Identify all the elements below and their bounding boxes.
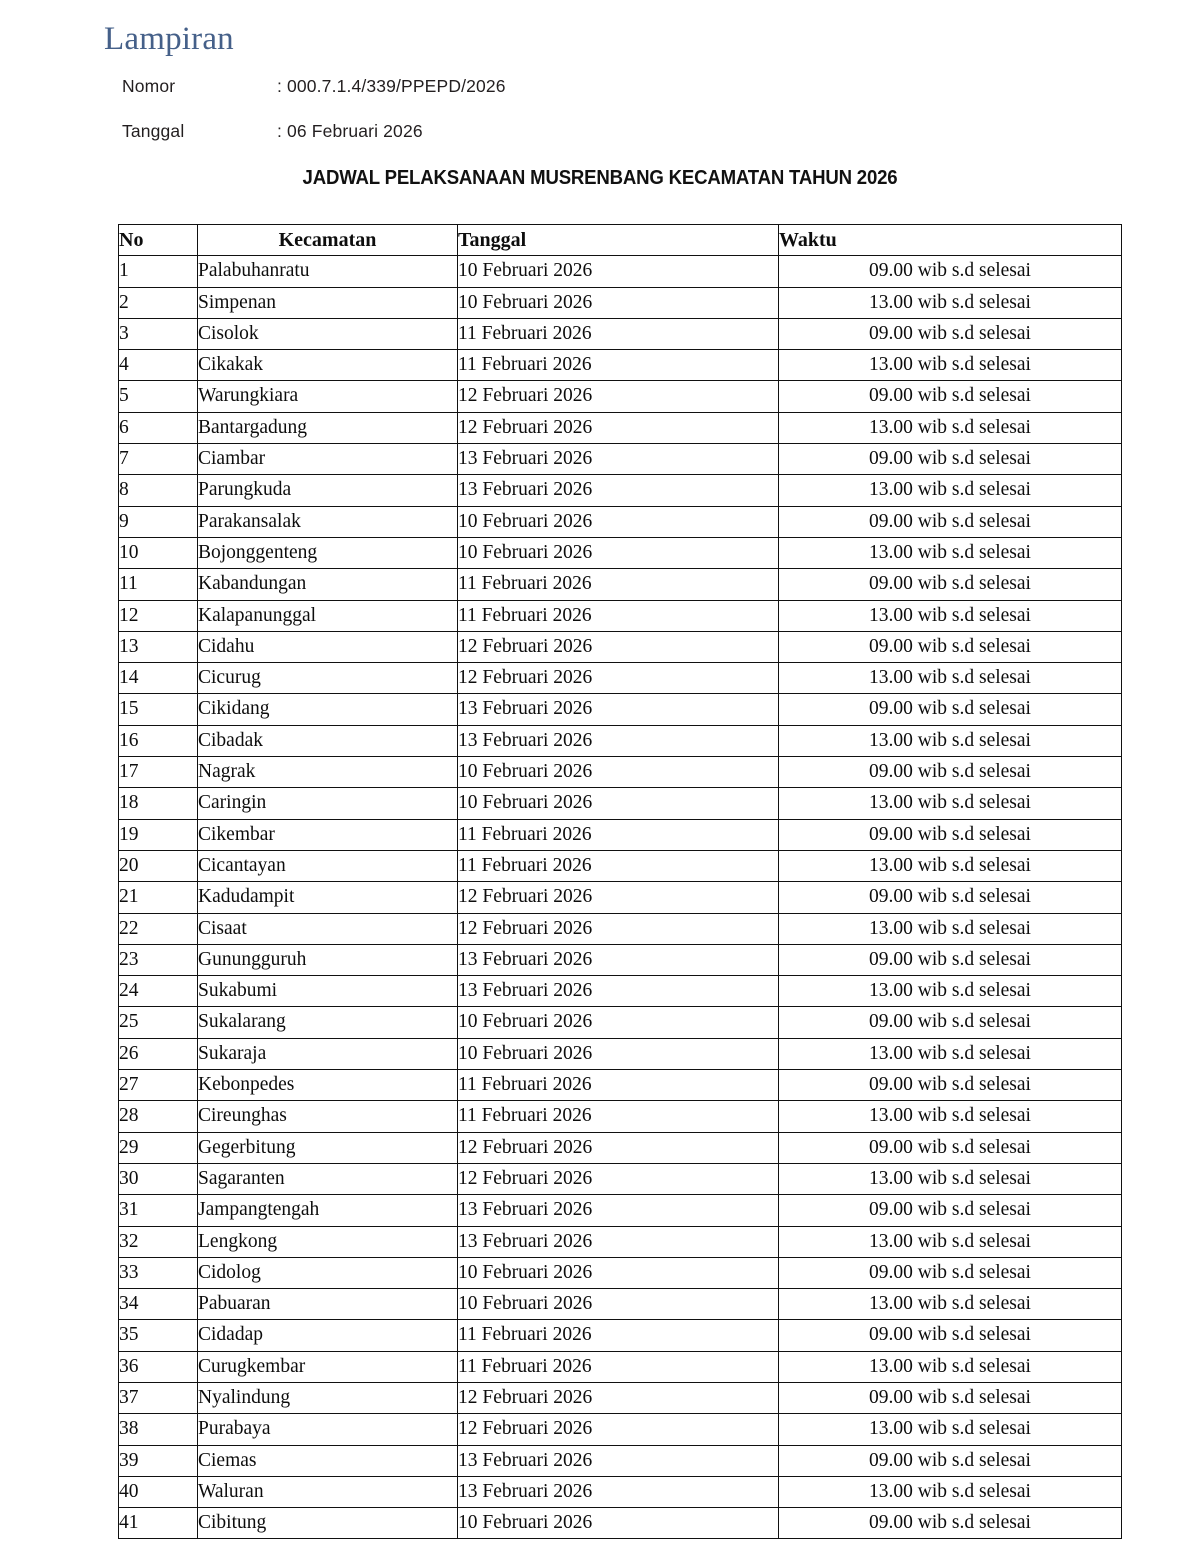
cell-kecamatan: Parungkuda <box>198 475 458 506</box>
cell-waktu: 13.00 wib s.d selesai <box>779 788 1122 819</box>
cell-waktu: 09.00 wib s.d selesai <box>779 819 1122 850</box>
cell-kecamatan: Cicurug <box>198 663 458 694</box>
table-row <box>119 1476 1122 1507</box>
table-row <box>119 663 1122 694</box>
column-header-waktu: Waktu <box>779 225 1122 256</box>
table-row <box>119 1508 1122 1539</box>
cell-no: 29 <box>119 1132 198 1163</box>
cell-waktu: 13.00 wib s.d selesai <box>779 1101 1122 1132</box>
cell-kecamatan: Cikidang <box>198 694 458 725</box>
cell-kecamatan: Cikembar <box>198 819 458 850</box>
cell-waktu: 13.00 wib s.d selesai <box>779 725 1122 756</box>
table-row <box>119 757 1122 788</box>
table-row <box>119 256 1122 287</box>
cell-kecamatan: Nagrak <box>198 757 458 788</box>
table-row <box>119 537 1122 568</box>
cell-kecamatan: Gegerbitung <box>198 1132 458 1163</box>
cell-waktu: 13.00 wib s.d selesai <box>779 600 1122 631</box>
cell-tanggal: 11 Februari 2026 <box>458 569 779 600</box>
cell-kecamatan: Purabaya <box>198 1414 458 1445</box>
table-row <box>119 1070 1122 1101</box>
page-title: JADWAL PELAKSANAAN MUSRENBANG KECAMATAN TAHUN 2026 <box>302 167 898 189</box>
cell-waktu: 09.00 wib s.d selesai <box>779 318 1122 349</box>
cell-no: 26 <box>119 1038 198 1069</box>
cell-kecamatan: Curugkembar <box>198 1351 458 1382</box>
cell-waktu: 13.00 wib s.d selesai <box>779 412 1122 443</box>
table-row <box>119 318 1122 349</box>
cell-tanggal: 11 Februari 2026 <box>458 600 779 631</box>
cell-kecamatan: Cibitung <box>198 1508 458 1539</box>
document-metadata <box>122 76 822 166</box>
cell-waktu: 09.00 wib s.d selesai <box>779 256 1122 287</box>
table-row <box>119 1132 1122 1163</box>
cell-waktu: 13.00 wib s.d selesai <box>779 1163 1122 1194</box>
cell-kecamatan: Jampangtengah <box>198 1195 458 1226</box>
cell-kecamatan: Kalapanunggal <box>198 600 458 631</box>
cell-tanggal: 13 Februari 2026 <box>458 1476 779 1507</box>
cell-no: 40 <box>119 1476 198 1507</box>
metadata-value-tanggal: : 06 Februari 2026 <box>277 121 423 141</box>
cell-waktu: 13.00 wib s.d selesai <box>779 537 1122 568</box>
cell-waktu: 09.00 wib s.d selesai <box>779 631 1122 662</box>
cell-waktu: 09.00 wib s.d selesai <box>779 1070 1122 1101</box>
cell-kecamatan: Kadudampit <box>198 882 458 913</box>
cell-tanggal: 10 Februari 2026 <box>458 287 779 318</box>
cell-waktu: 09.00 wib s.d selesai <box>779 569 1122 600</box>
cell-tanggal: 11 Februari 2026 <box>458 1101 779 1132</box>
cell-waktu: 13.00 wib s.d selesai <box>779 976 1122 1007</box>
metadata-value-nomor: : 000.7.1.4/339/PPEPD/2026 <box>277 76 506 96</box>
table-row <box>119 506 1122 537</box>
cell-no: 13 <box>119 631 198 662</box>
cell-no: 23 <box>119 944 198 975</box>
cell-no: 39 <box>119 1445 198 1476</box>
cell-tanggal: 10 Februari 2026 <box>458 1038 779 1069</box>
cell-no: 22 <box>119 913 198 944</box>
column-header-kecamatan: Kecamatan <box>198 225 458 256</box>
table-row <box>119 287 1122 318</box>
cell-kecamatan: Nyalindung <box>198 1382 458 1413</box>
cell-tanggal: 12 Februari 2026 <box>458 412 779 443</box>
table-row <box>119 631 1122 662</box>
cell-tanggal: 13 Februari 2026 <box>458 944 779 975</box>
cell-waktu: 13.00 wib s.d selesai <box>779 1226 1122 1257</box>
table-row <box>119 913 1122 944</box>
cell-tanggal: 11 Februari 2026 <box>458 318 779 349</box>
cell-tanggal: 11 Februari 2026 <box>458 1070 779 1101</box>
cell-tanggal: 10 Februari 2026 <box>458 537 779 568</box>
cell-kecamatan: Sagaranten <box>198 1163 458 1194</box>
table-row <box>119 725 1122 756</box>
cell-no: 30 <box>119 1163 198 1194</box>
cell-kecamatan: Cicantayan <box>198 850 458 881</box>
cell-no: 36 <box>119 1351 198 1382</box>
cell-no: 35 <box>119 1320 198 1351</box>
cell-kecamatan: Cisolok <box>198 318 458 349</box>
cell-tanggal: 12 Februari 2026 <box>458 1163 779 1194</box>
table-row <box>119 350 1122 381</box>
table-row <box>119 1445 1122 1476</box>
cell-waktu: 09.00 wib s.d selesai <box>779 1195 1122 1226</box>
cell-no: 2 <box>119 287 198 318</box>
cell-waktu: 09.00 wib s.d selesai <box>779 1508 1122 1539</box>
cell-waktu: 09.00 wib s.d selesai <box>779 444 1122 475</box>
cell-no: 12 <box>119 600 198 631</box>
table-row <box>119 1320 1122 1351</box>
table-row <box>119 944 1122 975</box>
metadata-row-nomor <box>122 76 822 121</box>
cell-no: 31 <box>119 1195 198 1226</box>
cell-tanggal: 13 Februari 2026 <box>458 725 779 756</box>
cell-no: 7 <box>119 444 198 475</box>
cell-no: 16 <box>119 725 198 756</box>
column-header-tanggal: Tanggal <box>458 225 779 256</box>
cell-waktu: 09.00 wib s.d selesai <box>779 381 1122 412</box>
table-row <box>119 819 1122 850</box>
table-row <box>119 1351 1122 1382</box>
table-row <box>119 1382 1122 1413</box>
cell-kecamatan: Cibadak <box>198 725 458 756</box>
table-row <box>119 381 1122 412</box>
table-row <box>119 444 1122 475</box>
cell-kecamatan: Sukabumi <box>198 976 458 1007</box>
cell-tanggal: 13 Februari 2026 <box>458 475 779 506</box>
cell-no: 32 <box>119 1226 198 1257</box>
schedule-table <box>118 224 1122 1539</box>
metadata-label-nomor: Nomor <box>122 76 176 96</box>
cell-waktu: 13.00 wib s.d selesai <box>779 913 1122 944</box>
cell-kecamatan: Parakansalak <box>198 506 458 537</box>
cell-kecamatan: Lengkong <box>198 1226 458 1257</box>
cell-tanggal: 12 Februari 2026 <box>458 381 779 412</box>
cell-waktu: 09.00 wib s.d selesai <box>779 694 1122 725</box>
cell-waktu: 09.00 wib s.d selesai <box>779 882 1122 913</box>
cell-tanggal: 10 Februari 2026 <box>458 1257 779 1288</box>
table-row <box>119 788 1122 819</box>
table-row <box>119 882 1122 913</box>
cell-kecamatan: Gunungguruh <box>198 944 458 975</box>
cell-no: 41 <box>119 1508 198 1539</box>
cell-tanggal: 11 Februari 2026 <box>458 819 779 850</box>
cell-no: 8 <box>119 475 198 506</box>
cell-waktu: 09.00 wib s.d selesai <box>779 1382 1122 1413</box>
table-header-row <box>119 225 1122 256</box>
cell-kecamatan: Sukaraja <box>198 1038 458 1069</box>
cell-tanggal: 10 Februari 2026 <box>458 256 779 287</box>
cell-tanggal: 10 Februari 2026 <box>458 506 779 537</box>
schedule-table-container <box>118 224 1121 1539</box>
cell-tanggal: 13 Februari 2026 <box>458 694 779 725</box>
cell-kecamatan: Palabuhanratu <box>198 256 458 287</box>
cell-waktu: 13.00 wib s.d selesai <box>779 1476 1122 1507</box>
cell-tanggal: 12 Februari 2026 <box>458 1132 779 1163</box>
cell-no: 4 <box>119 350 198 381</box>
cell-no: 9 <box>119 506 198 537</box>
table-row <box>119 1226 1122 1257</box>
cell-no: 10 <box>119 537 198 568</box>
cell-tanggal: 10 Februari 2026 <box>458 788 779 819</box>
cell-kecamatan: Cireunghas <box>198 1101 458 1132</box>
cell-no: 21 <box>119 882 198 913</box>
cell-kecamatan: Pabuaran <box>198 1289 458 1320</box>
cell-tanggal: 11 Februari 2026 <box>458 350 779 381</box>
cell-no: 25 <box>119 1007 198 1038</box>
cell-no: 28 <box>119 1101 198 1132</box>
cell-tanggal: 10 Februari 2026 <box>458 1508 779 1539</box>
table-row <box>119 412 1122 443</box>
cell-kecamatan: Sukalarang <box>198 1007 458 1038</box>
table-row <box>119 976 1122 1007</box>
cell-tanggal: 12 Februari 2026 <box>458 882 779 913</box>
cell-no: 33 <box>119 1257 198 1288</box>
cell-waktu: 13.00 wib s.d selesai <box>779 350 1122 381</box>
cell-tanggal: 13 Februari 2026 <box>458 1226 779 1257</box>
cell-no: 1 <box>119 256 198 287</box>
cell-no: 11 <box>119 569 198 600</box>
cell-kecamatan: Cisaat <box>198 913 458 944</box>
cell-tanggal: 10 Februari 2026 <box>458 1289 779 1320</box>
column-header-no: No <box>119 225 198 256</box>
cell-tanggal: 12 Februari 2026 <box>458 663 779 694</box>
cell-tanggal: 13 Februari 2026 <box>458 1445 779 1476</box>
cell-no: 34 <box>119 1289 198 1320</box>
cell-tanggal: 11 Februari 2026 <box>458 1351 779 1382</box>
cell-tanggal: 13 Februari 2026 <box>458 1195 779 1226</box>
table-row <box>119 569 1122 600</box>
cell-waktu: 13.00 wib s.d selesai <box>779 850 1122 881</box>
table-row <box>119 1163 1122 1194</box>
table-row <box>119 850 1122 881</box>
table-row <box>119 694 1122 725</box>
table-row <box>119 1101 1122 1132</box>
cell-waktu: 13.00 wib s.d selesai <box>779 1038 1122 1069</box>
table-row <box>119 1195 1122 1226</box>
table-row <box>119 600 1122 631</box>
cell-tanggal: 11 Februari 2026 <box>458 1320 779 1351</box>
cell-tanggal: 12 Februari 2026 <box>458 631 779 662</box>
cell-kecamatan: Warungkiara <box>198 381 458 412</box>
cell-tanggal: 12 Februari 2026 <box>458 1414 779 1445</box>
cell-kecamatan: Cidadap <box>198 1320 458 1351</box>
cell-kecamatan: Ciemas <box>198 1445 458 1476</box>
cell-waktu: 09.00 wib s.d selesai <box>779 1257 1122 1288</box>
cell-kecamatan: Simpenan <box>198 287 458 318</box>
cell-waktu: 13.00 wib s.d selesai <box>779 1289 1122 1320</box>
cell-waktu: 09.00 wib s.d selesai <box>779 944 1122 975</box>
cell-no: 5 <box>119 381 198 412</box>
cell-waktu: 09.00 wib s.d selesai <box>779 1132 1122 1163</box>
cell-kecamatan: Bantargadung <box>198 412 458 443</box>
cell-no: 24 <box>119 976 198 1007</box>
cell-kecamatan: Cidahu <box>198 631 458 662</box>
table-row <box>119 1289 1122 1320</box>
cell-waktu: 09.00 wib s.d selesai <box>779 1007 1122 1038</box>
cell-waktu: 13.00 wib s.d selesai <box>779 663 1122 694</box>
cell-tanggal: 11 Februari 2026 <box>458 850 779 881</box>
metadata-label-tanggal: Tanggal <box>122 121 185 141</box>
cell-kecamatan: Kabandungan <box>198 569 458 600</box>
table-row <box>119 1257 1122 1288</box>
cell-kecamatan: Ciambar <box>198 444 458 475</box>
cell-waktu: 13.00 wib s.d selesai <box>779 475 1122 506</box>
cell-waktu: 13.00 wib s.d selesai <box>779 287 1122 318</box>
cell-no: 17 <box>119 757 198 788</box>
cell-kecamatan: Cikakak <box>198 350 458 381</box>
metadata-row-tanggal <box>122 121 822 166</box>
cell-waktu: 09.00 wib s.d selesai <box>779 1445 1122 1476</box>
cell-kecamatan: Caringin <box>198 788 458 819</box>
cell-no: 6 <box>119 412 198 443</box>
cell-waktu: 09.00 wib s.d selesai <box>779 757 1122 788</box>
cell-no: 14 <box>119 663 198 694</box>
table-row <box>119 475 1122 506</box>
cell-tanggal: 13 Februari 2026 <box>458 444 779 475</box>
cell-waktu: 13.00 wib s.d selesai <box>779 1414 1122 1445</box>
cell-no: 18 <box>119 788 198 819</box>
cell-tanggal: 12 Februari 2026 <box>458 1382 779 1413</box>
attachment-heading: Lampiran <box>104 21 234 57</box>
table-row <box>119 1414 1122 1445</box>
cell-no: 19 <box>119 819 198 850</box>
cell-no: 37 <box>119 1382 198 1413</box>
cell-no: 20 <box>119 850 198 881</box>
cell-kecamatan: Cidolog <box>198 1257 458 1288</box>
cell-kecamatan: Waluran <box>198 1476 458 1507</box>
cell-tanggal: 13 Februari 2026 <box>458 976 779 1007</box>
cell-tanggal: 10 Februari 2026 <box>458 1007 779 1038</box>
cell-no: 38 <box>119 1414 198 1445</box>
cell-no: 3 <box>119 318 198 349</box>
cell-kecamatan: Bojonggenteng <box>198 537 458 568</box>
table-row <box>119 1038 1122 1069</box>
cell-tanggal: 12 Februari 2026 <box>458 913 779 944</box>
cell-kecamatan: Kebonpedes <box>198 1070 458 1101</box>
cell-no: 27 <box>119 1070 198 1101</box>
cell-waktu: 13.00 wib s.d selesai <box>779 1351 1122 1382</box>
cell-waktu: 09.00 wib s.d selesai <box>779 506 1122 537</box>
cell-waktu: 09.00 wib s.d selesai <box>779 1320 1122 1351</box>
table-row <box>119 1007 1122 1038</box>
cell-no: 15 <box>119 694 198 725</box>
cell-tanggal: 10 Februari 2026 <box>458 757 779 788</box>
